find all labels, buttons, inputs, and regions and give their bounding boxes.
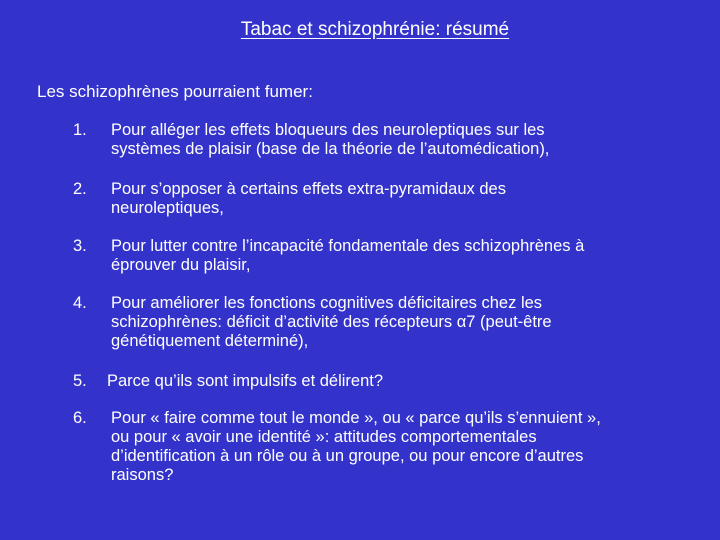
list-item-line: éprouver du plaisir, — [111, 256, 251, 274]
list-item-line: Parce qu’ils sont impulsifs et délirent? — [107, 372, 384, 390]
list-item-line: Pour améliorer les fonctions cognitives déficitaires chez les — [111, 294, 543, 312]
list-item-line: raisons? — [111, 466, 174, 484]
list-item-number: 6. — [73, 409, 87, 427]
list-item-line: systèmes de plaisir (base de la théorie de l’automédication), — [111, 140, 550, 158]
list-item-line: Pour alléger les effets bloqueurs des neuroleptiques sur les — [111, 121, 545, 139]
list-item-line: neuroleptiques, — [111, 199, 224, 217]
list-item-number: 3. — [73, 237, 87, 255]
list-item-line: Pour « faire comme tout le monde », ou « parce qu’ils s’ennuient », — [111, 409, 601, 427]
list-item-text — [107, 372, 707, 391]
slide-intro: Les schizophrènes pourraient fumer: — [37, 82, 313, 101]
list-item-line: schizophrènes: déficit d’activité des récepteurs α7 (peut-être — [111, 313, 552, 331]
list-item-line: Pour s’opposer à certains effets extra-pyramidaux des — [111, 180, 506, 198]
list-item-line: génétiquement déterminé), — [111, 332, 309, 350]
list-item-number: 5. — [73, 372, 87, 390]
list-item-number: 2. — [73, 180, 87, 198]
list-item-line: ou pour « avoir une identité »: attitudes comportementales — [111, 428, 537, 446]
slide-title: Tabac et schizophrénie: résumé — [240, 19, 510, 40]
list-item-text — [111, 180, 711, 218]
list-item-line: d’identification à un rôle ou à un groupe, ou pour encore d’autres — [111, 447, 584, 465]
list-item-line: Pour lutter contre l’incapacité fondamentale des schizophrènes à — [111, 237, 585, 255]
list-item-text — [111, 294, 711, 351]
list-item-text — [111, 237, 711, 275]
list-item-text — [111, 409, 711, 485]
list-item-text — [111, 121, 711, 159]
list-item-number: 1. — [73, 121, 87, 139]
list-item-number: 4. — [73, 294, 87, 312]
